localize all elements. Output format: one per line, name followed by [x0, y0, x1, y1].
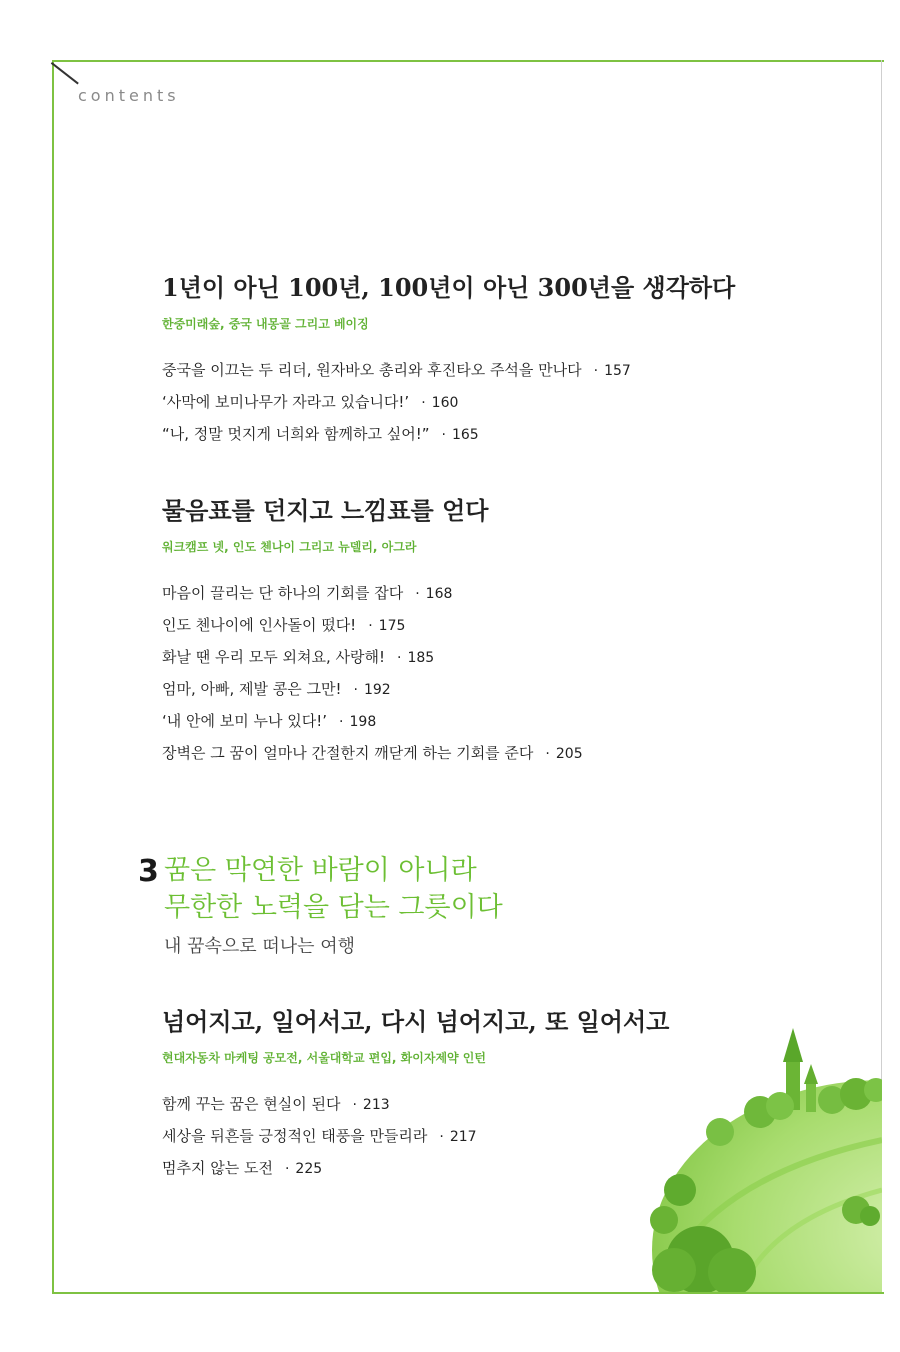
toc-entry[interactable]: [162, 577, 842, 609]
toc-entry[interactable]: [162, 737, 842, 769]
section-subtitle: 한중미래숲, 중국 내몽골 그리고 베이징: [162, 316, 369, 331]
toc-entry[interactable]: [162, 609, 842, 641]
toc-entry[interactable]: [162, 641, 842, 673]
entry-page: · 165: [441, 426, 479, 443]
entry-page: · 217: [439, 1128, 477, 1145]
entry-title: 멈추지 않는 도전: [162, 1158, 273, 1177]
entry-title: 엄마, 아빠, 제발 콩은 그만!: [162, 679, 342, 698]
toc-entry[interactable]: [162, 673, 842, 705]
entry-title: 세상을 뒤흔들 긍정적인 태풍을 만들리라: [162, 1126, 428, 1145]
section-subtitle: 워크캠프 넷, 인도 첸나이 그리고 뉴델리, 아그라: [162, 539, 417, 554]
toc-entry[interactable]: [162, 705, 842, 737]
part-title: [164, 852, 503, 926]
entry-title: “나, 정말 멋지게 너희와 함께하고 싶어!”: [162, 424, 430, 443]
entry-page: · 185: [397, 649, 435, 666]
section-title: 1년이 아닌 100년, 100년이 아닌 300년을 생각하다: [162, 273, 736, 302]
toc-entry[interactable]: [162, 386, 842, 418]
contents-label: contents: [78, 86, 180, 105]
section-1: [162, 274, 842, 450]
entry-page: · 192: [353, 681, 391, 698]
entry-title: 화날 땐 우리 모두 외쳐요, 사랑해!: [162, 647, 385, 666]
section-title: 물음표를 던지고 느낌표를 얻다: [162, 496, 489, 525]
section-title: 넘어지고, 일어서고, 다시 넘어지고, 또 일어서고: [162, 1007, 670, 1036]
entry-page: · 225: [284, 1160, 323, 1177]
entry-list: [162, 354, 842, 450]
part-title-line-1: 꿈은 막연한 바람이 아니라: [164, 855, 477, 886]
part-subtitle: 내 꿈속으로 떠나는 여행: [164, 936, 356, 957]
entry-title: 장벽은 그 꿈이 얼마나 간절한지 깨닫게 하는 기회를 준다: [162, 743, 534, 762]
toc-entry[interactable]: [162, 418, 842, 450]
entry-title: 인도 첸나이에 인사돌이 떴다!: [162, 615, 357, 634]
section-subtitle: 현대자동차 마케팅 공모전, 서울대학교 편입, 화이자제약 인턴: [162, 1050, 486, 1065]
entry-page: · 205: [545, 745, 583, 762]
toc-entry[interactable]: [162, 354, 842, 386]
entry-page: · 160: [421, 394, 459, 411]
part-title-line-2: 무한한 노력을 담는 그릇이다: [164, 892, 503, 923]
part-number: 3: [138, 854, 159, 889]
entry-page: · 168: [415, 585, 453, 602]
entry-title: 중국을 이끄는 두 리더, 원자바오 총리와 후진타오 주석을 만나다: [162, 360, 582, 379]
section-2: [162, 497, 842, 769]
entry-page: · 198: [339, 713, 377, 730]
entry-title: ‘사막에 보미나무가 자라고 있습니다!’: [162, 392, 410, 411]
entry-title: ‘내 안에 보미 누나 있다!’: [162, 711, 328, 730]
entry-page: · 157: [593, 362, 631, 379]
entry-page: · 213: [352, 1096, 390, 1113]
entry-page: · 175: [368, 617, 406, 634]
entry-title: 마음이 끌리는 단 하나의 기회를 잡다: [162, 583, 404, 602]
green-globe-with-castle-icon: [620, 1020, 882, 1292]
entry-list: [162, 577, 842, 769]
entry-title: 함께 꾸는 꿈은 현실이 된다: [162, 1094, 341, 1113]
